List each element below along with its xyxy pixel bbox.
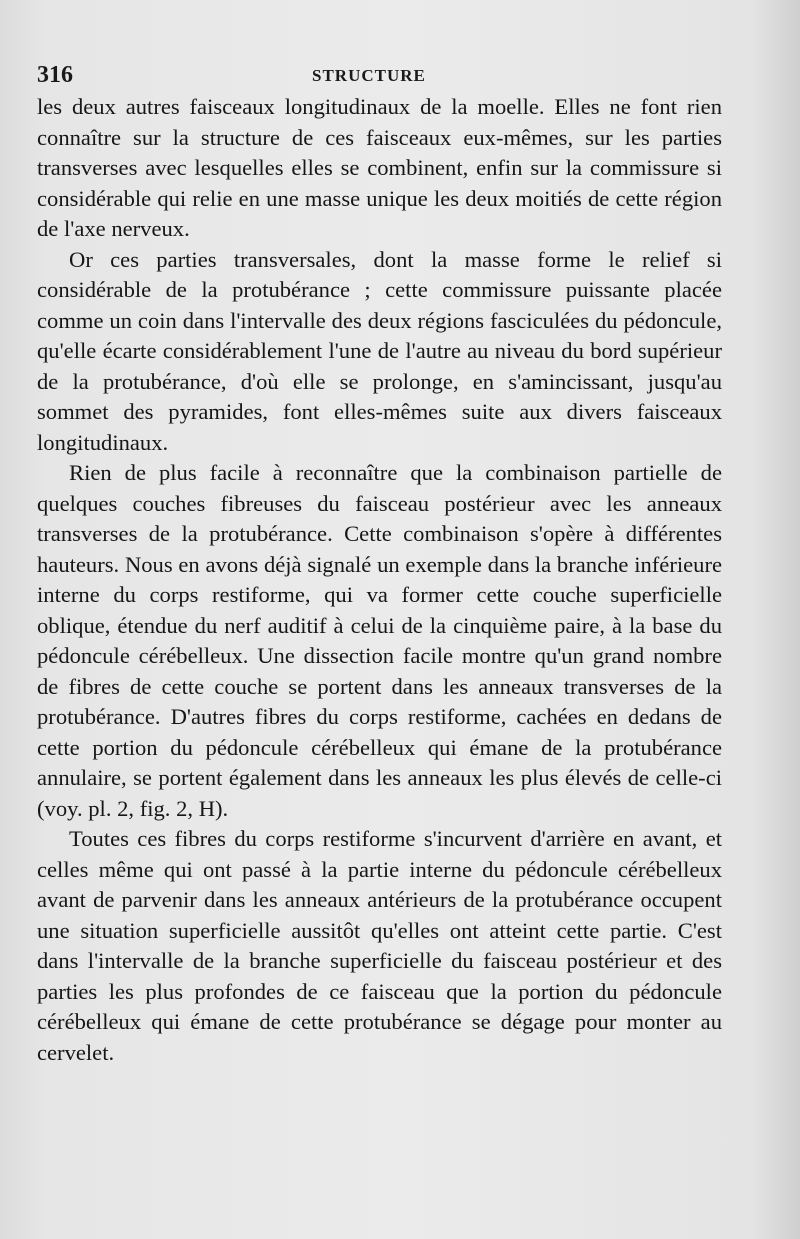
paragraph-3: Rien de plus facile à reconnaître que la combinaison partielle de quelques couches fibreuses du faisceau postérieur avec les anneaux transverses de la protubérance. Cette combinaison s'opère à différentes hauteurs. Nous en avons déjà signalé un exemple dans la branche inférieure interne du corps restiforme, qui va former cette couche superficielle oblique, étendue du nerf auditif à celui de la cinquième paire, à la base du pédoncule cérébelleux. Une dissection facile montre qu'un grand nombre de fibres de cette couche se portent dans les anneaux transverses de la protubérance. D'autres fibres du corps restiforme, cachées en dedans de cette portion du pédoncule cérébelleux qui émane de la protubérance annulaire, se portent également dans les anneaux les plus élevés de celle-ci (voy. pl. 2, fig. 2, H). (37, 460, 722, 821)
page-header (37, 62, 730, 92)
paragraph-4: Toutes ces fibres du corps restiforme s'incurvent d'arrière en avant, et celles même qui ont passé à la partie interne du pédoncule cérébelleux avant de parvenir dans les anneaux antérieurs de la protubérance occupent une situation superficielle aussitôt qu'elles ont atteint cette partie. C'est dans l'intervalle de la branche superficielle du faisceau postérieur et des parties les plus profondes de ce faisceau que la portion du pédoncule cérébelleux qui émane de cette protubérance se dégage pour monter au cervelet. (37, 826, 722, 1065)
running-head: STRUCTURE (312, 66, 426, 85)
body-text (37, 92, 722, 1068)
paragraph-2: Or ces parties transversales, dont la masse forme le relief si considérable de la protubérance ; cette commissure puissante placée comme un coin dans l'intervalle des deux régions fasciculées du pédoncule, qu'elle écarte considérablement l'une de l'autre au niveau du bord supérieur de la protubérance, d'où elle se prolonge, en s'amincissant, jusqu'au sommet des pyramides, font elles-mêmes suite aux divers faisceaux longitudinaux. (37, 246, 722, 455)
page-number: 316 (37, 62, 73, 88)
paragraph-1: les deux autres faisceaux longitudinaux de la moelle. Elles ne font rien connaître sur la structure de ces faisceaux eux-mêmes, sur les parties transverses avec lesquelles elles se combinent, enfin sur la commissure si considérable qui relie en une masse unique les deux moitiés de cette région de l'axe nerveux. (37, 94, 722, 241)
